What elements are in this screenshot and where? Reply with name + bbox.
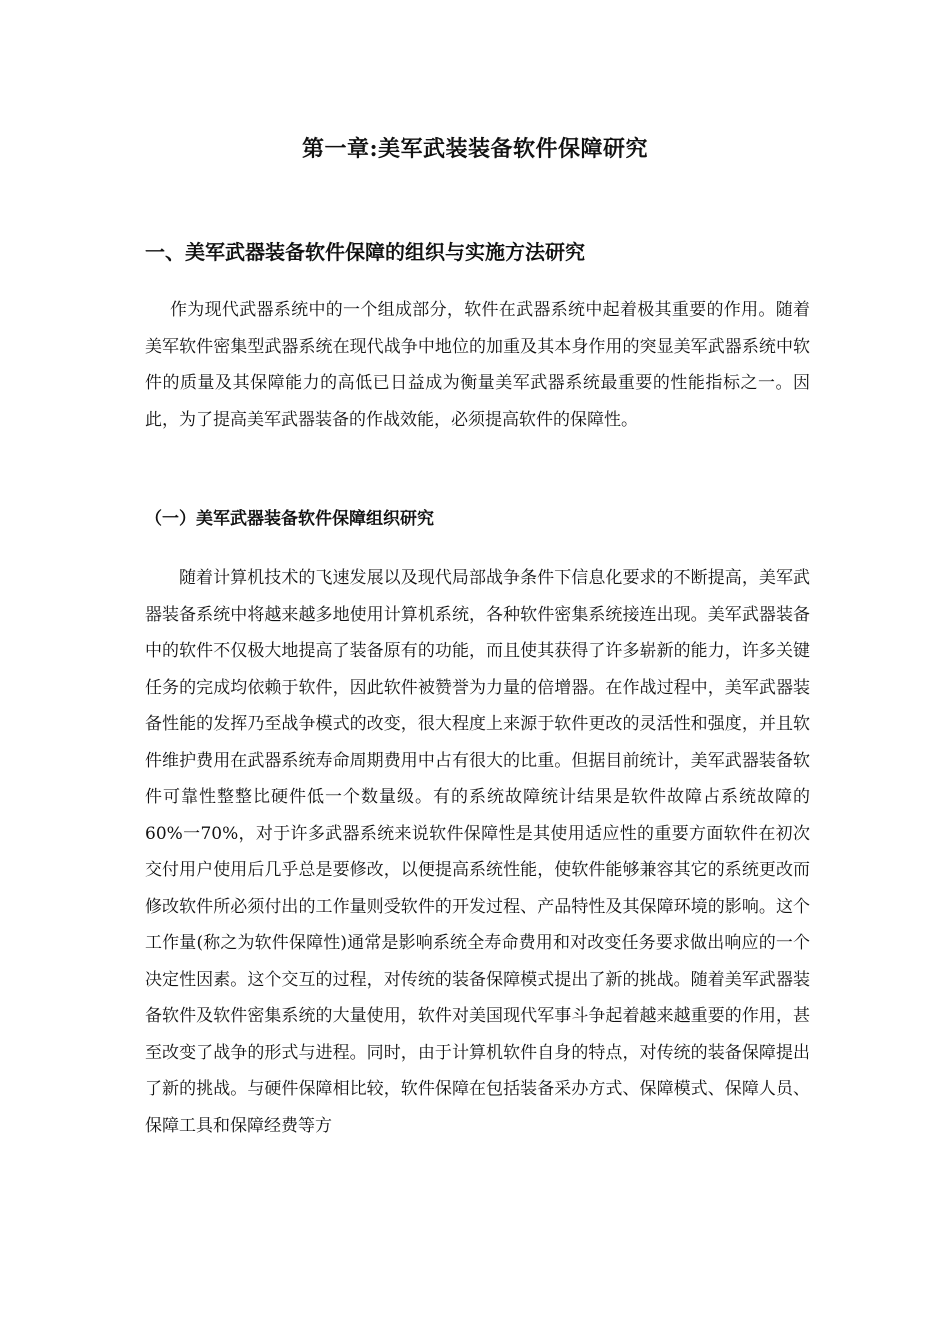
chapter-title: 第一章:美军武装装备软件保障研究 [301, 136, 649, 162]
section-heading: 一、美军武器装备软件保障的组织与实施方法研究 [145, 240, 585, 264]
body-paragraph-1: 作为现代武器系统中的一个组成部分，软件在武器系统中起着极其重要的作用。随着美军软件密集型武器系统在现代战争中地位的加重及其本身作用的突显美军武器系统中软件的质量及其保障能力的高低已日益成为衡量美军武器系统最重要的性能指标之一。因此，为了提高美军武器装备的作战效能，必须提高软件的保障性。 [145, 300, 810, 430]
subsection-heading: （一）美军武器装备软件保障组织研究 [145, 509, 434, 529]
body-paragraph-2: 随着计算机技术的飞速发展以及现代局部战争条件下信息化要求的不断提高，美军武器装备系统中将越来越多地使用计算机系统，各种软件密集系统接连出现。美军武器装备中的软件不仅极大地提高了装备原有的功能，而且使其获得了许多崭新的能力，许多关键任务的完成均依赖于软件，因此软件被赞誉为力量的倍增器。在作战过程中，美军武器装备性能的发挥乃至战争模式的改变，很大程度上来源于软件更改的灵活性和强度，并且软件维护费用在武器系统寿命周期费用中占有很大的比重。但据目前统计，美军武器装备软件可靠性整整比硬件低一个数量级。有的系统故障统计结果是软件故障占系统故障的60%一70%，对于许多武器系统来说软件保障性是其使用适应性的重要方面软件在初次交付用户使用后几乎总是要修改，以便提高系统性能，使软件能够兼容其它的系统更改而修改软件所必须付出的工作量则受软件的开发过程、产品特性及其保障环境的影响。这个工作量(称之为软件保障性)通常是影响系统全寿命费用和对改变任务要求做出响应的一个决定性因素。这个交互的过程，对传统的装备保障模式提出了新的挑战。随着美军武器装备软件及软件密集系统的大量使用，软件对美国现代军事斗争起着越来越重要的作用，甚至改变了战争的形式与进程。同时，由于计算机软件自身的特点，对传统的装备保障提出了新的挑战。与硬件保障相比较，软件保障在包括装备采办方式、保障模式、保障人员、保障工具和保障经费等方 [145, 568, 810, 1136]
